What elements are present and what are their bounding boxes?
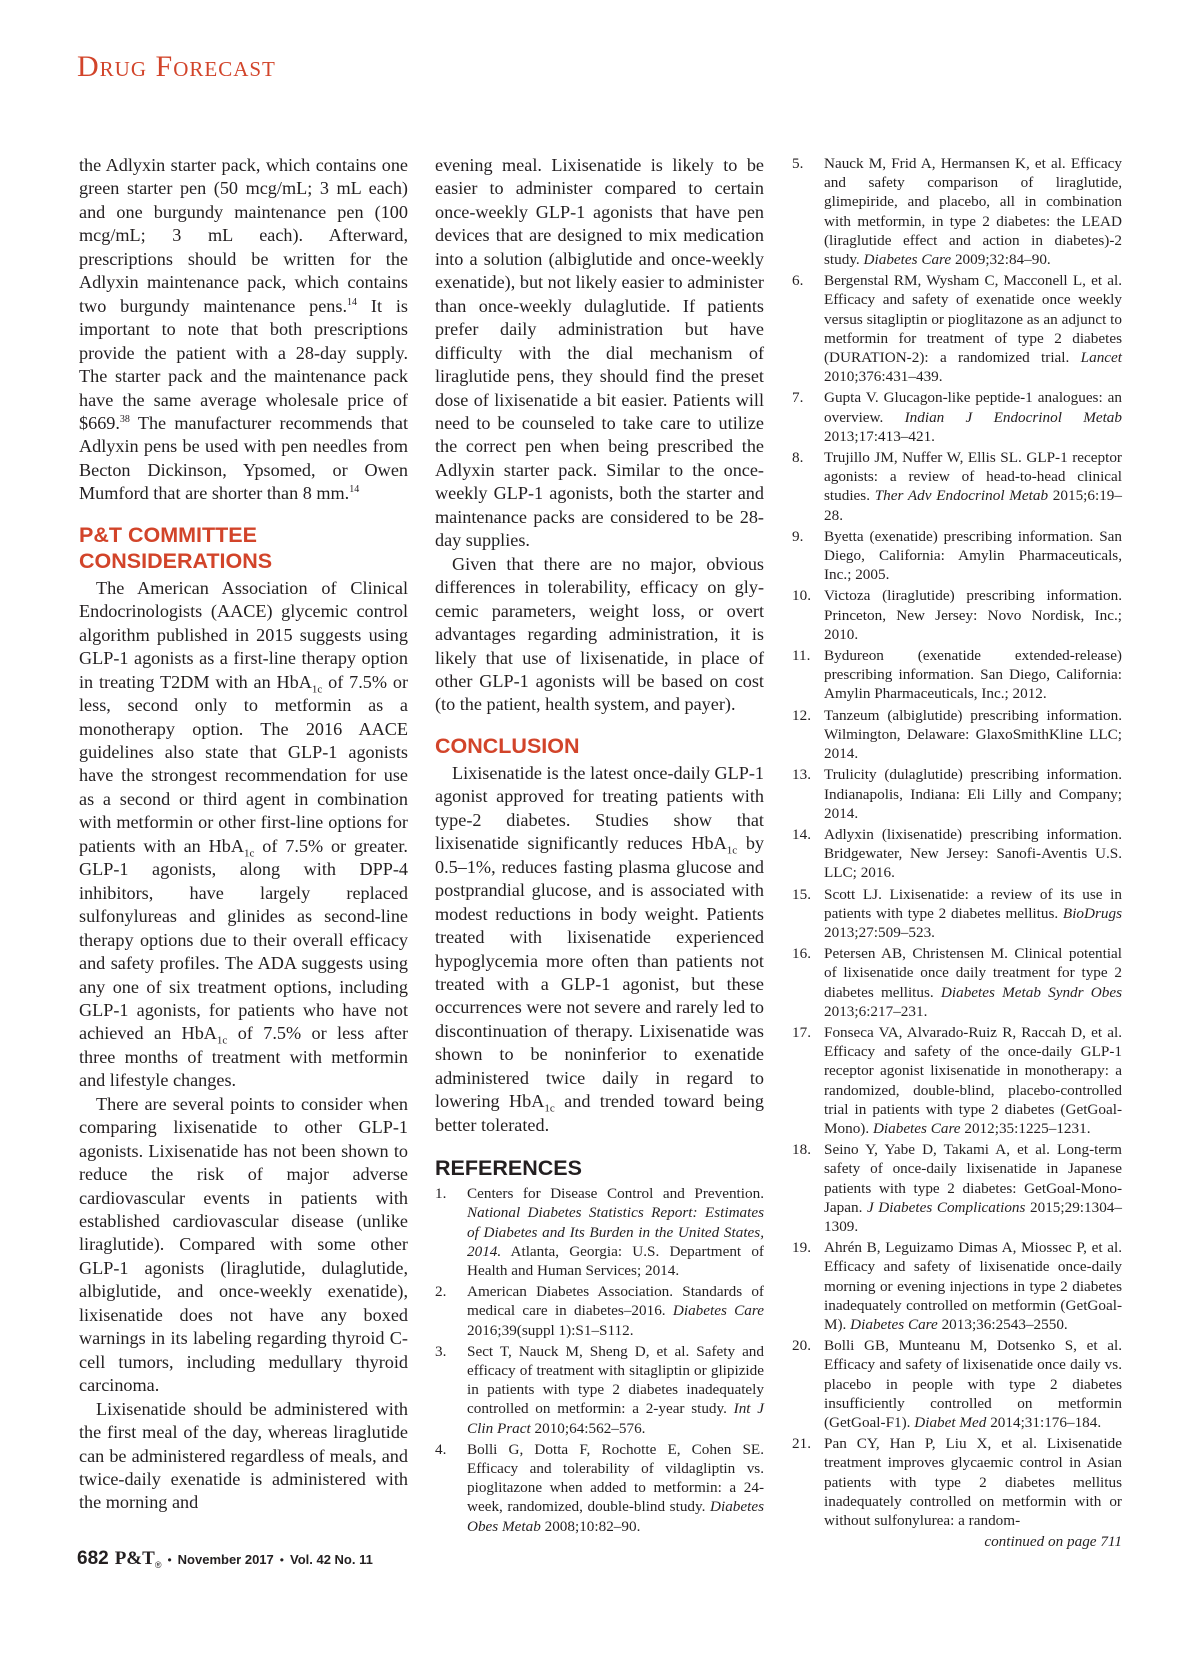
volume-issue: Vol. 42 No. 11 (289, 1552, 373, 1567)
reference-list (435, 1184, 764, 1536)
registered-mark: ® (154, 1560, 162, 1571)
reference-item: 4. Bolli G, Dotta F, Rochotte E, Cohen SE. Efficacy and tolerability of vildagliptin vs. pioglitazone when added to metformin: a 24-week, randomized, double-blind study. Diabetes Obes Metab 2008;10:82–90. (435, 1440, 764, 1535)
footer-separator: • (279, 1553, 284, 1567)
text-column-1 (79, 154, 408, 1515)
text-column-2 (435, 154, 764, 1538)
reference-item: 17. Fonseca VA, Alvarado-Ruiz R, Raccah D, et al. Efficacy and safety of the once-daily GLP-1 receptor agonist lixisenatide in monotherapy: a randomized, double-blind, placebo-controlled trial in patients with type 2 diabetes (GetGoal-Mono). Diabetes Care 2012;35:1225–1231. (792, 1023, 1122, 1137)
body-paragraph: Lixisenatide should be administered with the first meal of the day, whereas liraglutide can be administered regardless of meals, and twice-daily exenatide is administered with the morning and (79, 1398, 408, 1513)
reference-item: 6. Bergenstal RM, Wysham C, Macconell L, et al. Efficacy and safety of exenatide once weekly versus sitagliptin or pioglitazone as an adjunct to metformin for treatment of type 2 diabetes (DURATION-2): a randomized trial. Lancet 2010;376:431–439. (792, 272, 1122, 386)
body-paragraph: evening meal. Lixisenatide is likely to be easier to administer compared to certain once-weekly GLP-1 agonists that have pen devices that are designed to mix medication into a solution (albiglutide and once-weekly exenatide), but not likely easier to administer than once-weekly dulaglutide. If patients prefer daily administration but have difficulty with the dial mechanism of liraglutide pens, they should find the preset dose of lixisenatide a bit easier. Patients will need to be counseled to take care to utilize the correct pen when being prescribed the Adlyxin starter pack. Similar to the once-weekly GLP-1 agonists, both the starter and maintenance packs are considered to be 28-day supplies. (435, 155, 764, 551)
journal-name: P&T (114, 1548, 155, 1569)
reference-item: 1. Centers for Disease Control and Prevention. National Diabetes Statistics Report: Estimates of Diabetes and Its Burden in the United States, 2014. Atlanta, Georgia: U.S. Department of Health and Human Services; 2014. (435, 1185, 764, 1279)
reference-item: 18. Seino Y, Yabe D, Takami A, et al. Long-term safety of once-daily lixisenatide in Japanese patients with type 2 diabetes: GetGoal-Mono-Japan. J Diabetes Complications 2015;29:1304–1309. (792, 1141, 1122, 1235)
reference-item: 21. Pan CY, Han P, Liu X, et al. Lixisenatide treatment improves glycaemic control in Asian patients with type 2 diabetes mellitus inadequately controlled on metformin with or without sulfonylurea: a random- (792, 1435, 1122, 1530)
reference-list (792, 154, 1122, 1530)
reference-item: 7. Gupta V. Glucagon-like peptide-1 analogues: an overview. Indian J Endocrinol Metab 2013;17:413–421. (792, 389, 1122, 445)
page-footer (77, 1547, 373, 1577)
body-paragraph: the Adlyxin starter pack, which contains one green starter pen (50 mcg/mL; 3 mL each) and one burgundy maintenance pen (100 mcg/mL; 3 mL each). Afterward, prescriptions should be written for the Adlyxin maintenance pack, which contains two burgundy maintenance pens.$^{14}$ It is important to note that both prescriptions provide the patient with a 28-day supply. The starter pack and the maintenance pack have the same average wholesale price of $669.38 The manufacturer recommends that Adlyxin pens be used with pen needles from Becton Dickinson, Ypsomed, or Owen Mumford that are shorter than 8 mm.$^{14}$ (79, 155, 408, 504)
reference-item: 2. American Diabetes Association. Standards of medical care in diabetes–2016. Diabetes Care 2016;39(suppl 1):S1–S112. (435, 1283, 764, 1339)
reference-item: 3. Sect T, Nauck M, Sheng D, et al. Safety and efficacy of treatment with sitagliptin or glipizide in patients with type 2 diabetes inadequately controlled on metformin: a 2-year study. Int J Clin Pract 2010;64:562–576. (435, 1342, 764, 1437)
reference-item: 10. Victoza (liraglutide) prescribing information. Princeton, New Jersey: Novo Nordisk, Inc.; 2010. (792, 587, 1122, 643)
body-paragraph: The American Association of Clinical Endocrinologists (AACE) glycemic control algorithm published in 2015 suggests using GLP-1 agonists as a first-line therapy option in treating T2DM with an HbA$_{1c}$ of 7.5% or less, second only to metformin as a monotherapy option. The 2016 AACE guidelines also state that GLP-1 agonists have the strongest recommendation for use as a second or third agent in combination with metformin or other first-line options for patients with an HbA$_{1c}$ of 7.5% or greater. GLP-1 agonists, along with DPP-4 inhibitors, have largely replaced sulfonylureas and glinides as second-line therapy options due to their overall efficacy and safety profiles. The ADA suggests using any one of six treatment options, including GLP-1 agonists, for patients who have not achieved an HbA$_{1c}$ of 7.5% or less after three months of treatment with metformin and lifestyle changes. (79, 577, 408, 1091)
references-heading: REFERENCES (435, 1156, 582, 1181)
section-header: Drug Forecast (77, 50, 276, 83)
issue-date: November 2017 (177, 1552, 274, 1567)
page-number: 682 (77, 1548, 109, 1569)
footer-separator: • (167, 1553, 172, 1567)
pt-committee-heading: P&T COMMITTEE CONSIDERATIONS (79, 522, 273, 573)
reference-item: 14. Adlyxin (lixisenatide) prescribing information. Bridgewater, New Jersey: Sanofi-Aventis U.S. LLC; 2016. (792, 825, 1122, 882)
text-column-3 (792, 154, 1122, 1551)
body-paragraph: Given that there are no major, obvious differences in tolerability, efficacy on glycemic parameters, weight loss, or overt advantages regarding administration, it is likely that use of lixisenatide, in place of other GLP-1 agonists will be based on cost (to the patient, health system, and payer). (435, 553, 764, 715)
reference-item: 19. Ahrén B, Leguizamo Dimas A, Miossec P, et al. Efficacy and safety of lixisenatide once-daily morning or evening injections in type 2 diabetes inadequately controlled on metformin (GetGoal-M). Diabetes Care 2013;36:2543–2550. (792, 1239, 1122, 1333)
reference-item: 15. Scott LJ. Lixisenatide: a review of its use in patients with type 2 diabetes mellitus. BioDrugs 2013;27:509–523. (792, 885, 1122, 941)
reference-item: 13. Trulicity (dulaglutide) prescribing information. Indianapolis, Indiana: Eli Lilly and Company; 2014. (792, 766, 1122, 822)
reference-item: 12. Tanzeum (albiglutide) prescribing information. Wilmington, Delaware: GlaxoSmithKline LLC; 2014. (792, 706, 1122, 763)
conclusion-heading: CONCLUSION (435, 733, 580, 758)
reference-item: 20. Bolli GB, Munteanu M, Dotsenko S, et al. Efficacy and safety of lixisenatide once daily vs. placebo in people with type 2 diabetes insufficiently controlled on metformin (GetGoal-F1). Diabet Med 2014;31:176–184. (792, 1337, 1122, 1431)
reference-item: 16. Petersen AB, Christensen M. Clinical potential of lixisenatide once daily treatment for type 2 diabetes mellitus. Diabetes Metab Syndr Obes 2013;6:217–231. (792, 945, 1122, 1020)
reference-item: 9. Byetta (exenatide) prescribing information. San Diego, California: Amylin Pharmaceuticals, Inc.; 2005. (792, 527, 1122, 584)
body-paragraph: There are several points to consider when comparing lixisenatide to other GLP-1 agonists. Lixisenatide has not been shown to reduce the risk of major adverse cardiovascular events in patients with established cardiovascular disease (unlike liraglutide). Compared with some other GLP-1 agonists (liraglutide, dulaglutide, albiglutide, and once-weekly exenatide), lixisenatide does not have any boxed warnings in its labeling regarding thyroid C-cell tumors, including medullary thyroid carcinoma. (79, 1093, 408, 1396)
continued-note: continued on page 711 (984, 1533, 1122, 1551)
reference-item: 8. Trujillo JM, Nuffer W, Ellis SL. GLP-1 receptor agonists: a review of head-to-head clinical studies. Ther Adv Endocrinol Metab 2015;6:19–28. (792, 449, 1122, 524)
body-paragraph: Lixisenatide is the latest once-daily GLP-1 agonist approved for treating patients with type-2 diabetes. Studies show that lixisenatide significantly reduces HbA$_{1c}$ by 0.5–1%, reduces fasting plasma glucose and postprandial glucose, and is associated with modest reductions in body weight. Patients treated with lixisenatide experienced hypoglycemia more often than patients not treated with a GLP-1 agonist, but these occurrences were not severe and rarely led to discontinuation of therapy. Lixisenatide was shown to be noninferior to exenatide administered twice daily in regard to lowering HbA$_{1c}$ and trended toward being better tolerated. (435, 762, 764, 1135)
reference-item: 5. Nauck M, Frid A, Hermansen K, et al. Efficacy and safety comparison of liraglutide, glimepiride, and placebo, all in combination with metformin, in type 2 diabetes: the LEAD (liraglutide effect and action in diabetes)-2 study. Diabetes Care 2009;32:84–90. (792, 155, 1122, 269)
reference-item: 11. Bydureon (exenatide extended-release) prescribing information. San Diego, California: Amylin Pharmaceuticals, Inc.; 2012. (792, 647, 1122, 703)
